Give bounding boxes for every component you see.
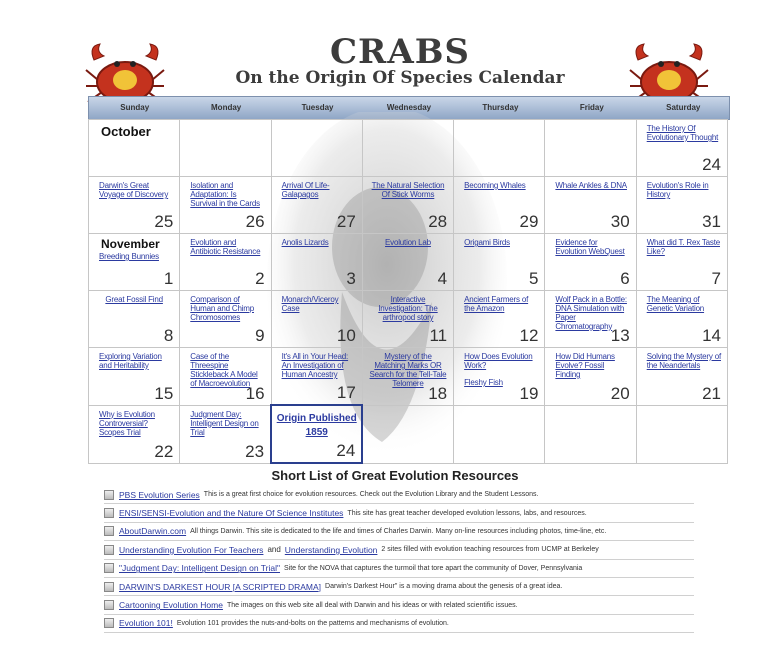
activity-link[interactable]: Monarch/Viceroy Case [281,295,339,313]
resource-description: This site has great teacher developed evolution lessons, labs, and resources. [347,509,587,517]
calendar-day-cell [636,291,727,348]
weekday-label: Wednesday [386,103,432,112]
bullet-icon [104,582,114,592]
calendar-day-cell [636,405,727,463]
day-number: 30 [610,212,630,231]
calendar-day-cell [636,348,727,406]
calendar-day-cell [636,234,727,291]
calendar-day-cell [545,120,636,177]
resource-item [104,615,694,633]
resource-separator: and [267,545,281,555]
page-title: CRABS [330,32,470,72]
activity-link[interactable]: Darwin's Great Voyage of Discovery [99,181,169,199]
calendar-day-cell [545,177,636,234]
weekday-label: Friday [579,103,604,112]
activity-link[interactable]: Origami Birds [464,238,510,247]
activity-link[interactable]: The Natural Selection Of Stick Worms [371,181,445,199]
resource-link[interactable]: DARWIN'S DARKEST HOUR [A SCRIPTED DRAMA] [119,581,322,592]
day-number: 24 [336,441,356,460]
activity-link[interactable]: Case of the Threespine Stickleback A Model of Macroevolution [190,352,258,388]
activity-link[interactable]: Comparison of Human and Chimp Chromosomes [190,295,254,322]
calendar-day-cell [180,405,271,463]
day-number: 13 [610,326,630,345]
calendar-week-row [89,234,728,291]
day-number: 19 [519,383,539,403]
day-number: 1 [163,269,174,288]
calendar-week-row [89,348,728,406]
calendar-day-cell [271,348,362,406]
activity-link[interactable]: Whale Ankles & DNA [555,181,627,190]
calendar-day-cell [636,177,727,234]
calendar-day-cell [454,120,545,177]
calendar-day-cell [454,234,545,291]
calendar-day-cell [545,348,636,406]
activity-link[interactable]: How Did Humans Evolve? Fossil Finding [555,352,615,379]
calendar-day-cell [271,234,362,291]
calendar-week-row [89,120,728,177]
day-number: 12 [519,326,539,345]
activity-link[interactable]: Ancient Farmers of the Amazon [464,295,529,313]
day-number: 24 [702,155,721,174]
activity-link[interactable]: Becoming Whales [464,181,526,190]
resource-description: Site for the NOVA that captures the turmoil that tore apart the community of Dover, Pennsylvania [284,564,583,572]
calendar-week-row [89,405,728,463]
resource-link[interactable]: PBS Evolution Series [119,489,200,500]
activity-link[interactable]: Wolf Pack in a Bottle: DNA Simulation with Paper Chromatography [555,295,627,331]
resource-link[interactable]: AboutDarwin.com [119,526,187,537]
day-number: 4 [437,269,448,288]
resource-description: All things Darwin. This site is dedicated to the life and times of Charles Darwin. Many on-line resources including photos, time-line, etc. [190,527,607,535]
calendar-day-cell [89,177,180,234]
day-number: 25 [154,212,174,231]
bullet-icon [104,508,114,518]
day-number: 27 [336,212,356,231]
weekday-label: Saturday [666,103,701,112]
day-number: 22 [154,441,174,461]
calendar-week-row [89,177,728,234]
day-number: 17 [336,383,356,402]
activity-link[interactable]: Isolation and Adaptation: Is Survival in the Cards [190,181,260,208]
weekday-label: Monday [211,103,242,112]
activity-link[interactable]: Evolution Lab [385,238,431,247]
resource-link[interactable]: ENSI/SENSI-Evolution and the Nature Of Science Institutes [119,508,344,519]
calendar-day-cell [362,177,453,234]
activity-link[interactable]: Arrival Of Life-Galapagos [281,181,330,199]
calendar-day-cell [454,291,545,348]
activity-link[interactable]: Interactive Investigation: The arthropod story [378,295,438,322]
day-number: 9 [255,326,265,345]
calendar-day-cell [89,120,180,177]
day-number: 28 [428,212,448,231]
calendar-day-cell [454,348,545,406]
day-number: 15 [154,383,174,403]
activity-link[interactable]: Judgment Day: Intelligent Design on Trial [190,409,259,437]
activity-link[interactable]: Exploring Variation and Heritability [99,352,162,370]
day-number: 6 [620,269,630,288]
calendar-day-cell [545,291,636,348]
resources-list [104,486,694,633]
day-number: 23 [245,441,265,461]
activity-link[interactable]: Evolution and Antibiotic Resistance [190,238,261,256]
day-number: 14 [702,326,721,345]
activity-link[interactable]: The History Of Evolutionary Thought [646,124,719,142]
resource-item [104,504,694,522]
resource-description: 2 sites filled with evolution teaching resources from UCMP at Berkeley [381,546,599,554]
resource-link[interactable]: "Judgment Day: Intelligent Design on Trial" [119,563,281,574]
resource-item [104,541,694,559]
activity-link[interactable]: Mystery of the Matching Marks OR Search for the Tell-Tale Telomere [369,352,447,388]
activity-link[interactable]: Great Fossil Find [105,295,163,304]
day-number: 7 [711,269,721,288]
calendar-day-cell [545,234,636,291]
activity-link[interactable]: What did T. Rex Taste Like? [646,238,721,256]
calendar-day-cell [180,120,271,177]
day-number: 5 [528,269,539,288]
resource-link[interactable]: Evolution 101! [119,618,173,629]
calendar-day-cell [180,234,271,291]
resource-description: This is a great first choice for evolution resources. Check out the Evolution Library and the Student Lessons. [203,491,539,499]
month-label: November [101,237,160,251]
day-number: 16 [245,383,265,403]
day-number: 29 [519,212,539,231]
calendar-day-cell [636,120,727,177]
calendar-day-cell [362,120,453,177]
activity-link[interactable]: Fleshy Fish [464,378,503,387]
activity-link[interactable]: It's All in Your Head: An Investigation of Human Ancestry [281,352,349,379]
resource-link[interactable]: Understanding Evolution [284,544,378,555]
day-number: 10 [336,326,356,345]
calendar-day-cell [89,405,180,463]
day-number: 18 [428,383,448,403]
activity-link[interactable]: Breeding Bunnies [99,252,159,261]
calendar-day-cell [454,177,545,234]
calendar-day-cell [271,405,362,463]
day-number: 31 [702,212,721,231]
resource-item [104,523,694,541]
calendar-day-cell [271,120,362,177]
page-subtitle: On the Origin Of Species Calendar [235,68,565,88]
calendar-day-cell [271,291,362,348]
resource-description: The images on this web site all deal with Darwin and his ideas or with related scientific issues. [226,601,518,609]
activity-link[interactable]: Solving the Mystery of the Neandertals [646,352,721,370]
calendar-day-cell [362,348,453,406]
calendar-day-cell [89,348,180,406]
bullet-icon [104,600,114,610]
calendar-day-cell [362,291,453,348]
weekday-label: Thursday [482,103,519,112]
activity-link[interactable]: Anolis Lizards [281,238,329,247]
day-number: 11 [429,326,448,345]
resource-item [104,578,694,596]
resource-link[interactable]: Understanding Evolution For Teachers [119,544,264,555]
calendar-day-cell [454,405,545,463]
origin-published-link[interactable]: Origin Published 1859 [276,413,357,438]
calendar-day-cell [180,348,271,406]
calendar-day-cell [89,234,180,291]
resource-link[interactable]: Cartooning Evolution Home [119,600,223,611]
weekday-label: Sunday [120,103,150,112]
day-number: 26 [245,212,265,231]
bullet-icon [104,526,114,536]
bullet-icon [104,545,114,555]
calendar-week-row [89,291,728,348]
resource-item [104,596,694,614]
activity-link[interactable]: The Meaning of Genetic Variation [646,295,705,313]
activity-link[interactable]: Evidence for Evolution WebQuest [555,238,625,256]
resources-heading: Short List of Great Evolution Resources [271,468,519,483]
calendar-header [200,34,600,88]
activity-link[interactable]: Why is Evolution Controversial? Scopes Trial [99,409,155,437]
calendar-day-cell [271,177,362,234]
day-number: 3 [346,269,356,288]
bullet-icon [104,563,114,573]
calendar-grid [88,119,728,464]
resource-description: Darwin's Darkest Hour" is a moving drama about the genesis of a great idea. [325,583,563,591]
day-number: 21 [702,383,721,403]
activity-link[interactable]: Evolution's Role in History [646,181,709,199]
calendar-day-cell [180,291,271,348]
calendar-day-cell [545,405,636,463]
resource-item [104,560,694,578]
calendar-day-cell [89,291,180,348]
bullet-icon [104,618,114,628]
calendar-day-cell [180,177,271,234]
activity-link[interactable]: How Does Evolution Work? [464,352,533,370]
bullet-icon [104,490,114,500]
resource-description: Evolution 101 provides the nuts-and-bolts on the patterns and mechanisms of evolution. [176,619,449,627]
day-number: 20 [610,383,630,403]
calendar-day-cell [362,405,453,463]
resource-item [104,486,694,504]
weekday-label: Tuesday [301,103,334,112]
day-number: 2 [255,269,265,288]
month-label: October [101,124,151,139]
day-number: 8 [163,326,174,345]
calendar-day-cell [362,234,453,291]
